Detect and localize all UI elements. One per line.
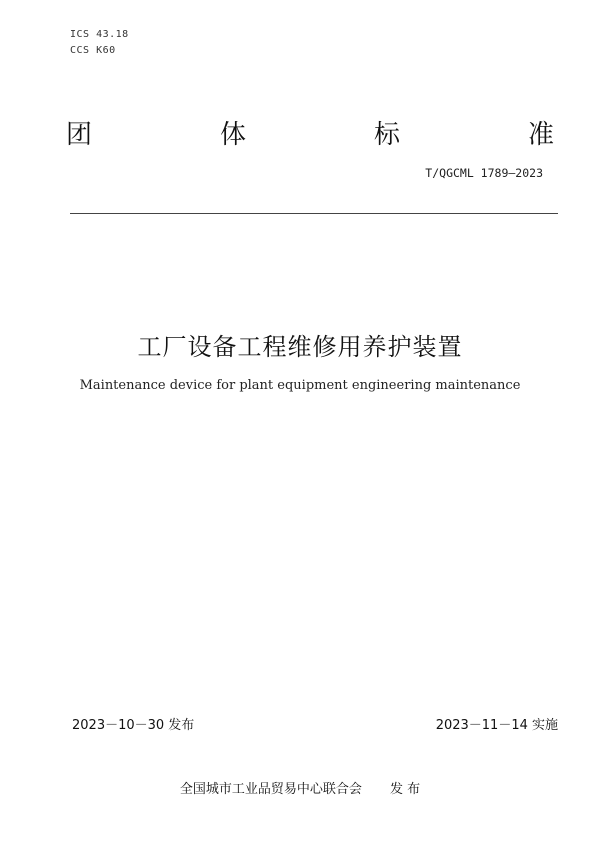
ics-code: ICS 43.18: [70, 29, 129, 40]
standard-type-char: 团: [66, 120, 93, 150]
standard-number: T/QGCML 1789—2023: [425, 166, 543, 180]
implementation-date: 2023－11－14 实施: [435, 718, 558, 733]
title-chinese: 工厂设备工程维修用养护装置: [137, 333, 463, 361]
issuer-action: 发 布: [389, 782, 421, 797]
standard-type-char: 准: [527, 120, 554, 150]
issuer-line: [0, 778, 600, 797]
release-date: 2023－10－30 发布: [72, 718, 195, 733]
issuer-organization: 全国城市工业品贸易中心联合会: [179, 782, 362, 797]
header-divider: [70, 213, 558, 214]
ccs-code: CCS K60: [70, 45, 116, 56]
title-english: Maintenance device for plant equipment engineering maintenance: [79, 378, 521, 393]
standard-type-heading: [66, 114, 554, 151]
standard-type-char: 体: [219, 120, 246, 150]
standard-type-char: 标: [373, 120, 400, 150]
